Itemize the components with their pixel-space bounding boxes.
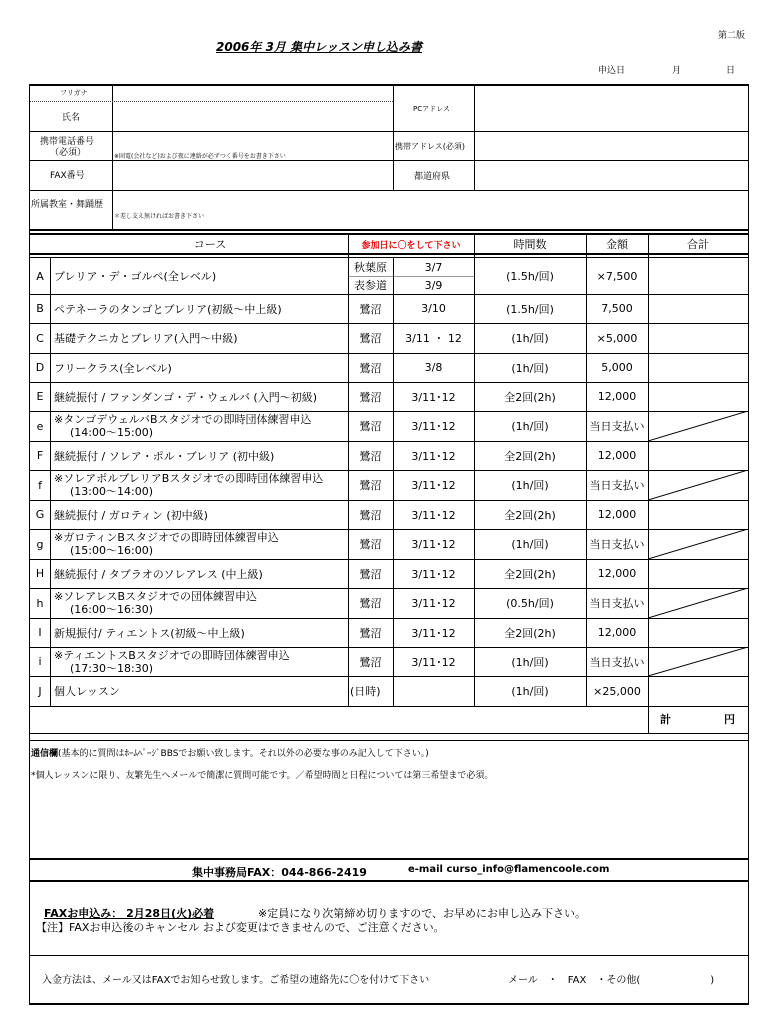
total-cell[interactable] — [648, 676, 748, 706]
row-code: f — [38, 478, 42, 492]
row-code: e — [36, 419, 44, 433]
duration: 全2回(2h) — [504, 567, 556, 581]
mobile-address-label: 携帯アドレス(必須) — [395, 142, 466, 151]
yen-label: 円 — [724, 713, 735, 726]
date-option[interactable]: 3/11･12 — [411, 479, 456, 492]
total-cell-struck — [648, 411, 748, 441]
price: 5,000 — [601, 361, 633, 374]
price: 12,000 — [597, 390, 637, 403]
duration: 全2回(2h) — [504, 508, 556, 522]
duration: (1h/回) — [511, 361, 549, 375]
header-course: コース — [193, 238, 227, 251]
duration: (0.5h/回) — [506, 597, 554, 610]
total-cell[interactable] — [648, 353, 748, 382]
row-code: J — [38, 684, 42, 698]
course-name: ペテネーラのタンゴとブレリア(初級～中上級) — [54, 302, 282, 316]
location: (日時) — [350, 685, 381, 698]
course-time: (16:00～16:30) — [70, 603, 153, 616]
row-code: H — [35, 567, 45, 580]
duration: (1h/回) — [511, 685, 549, 698]
pc-address-label: PCアドレス — [413, 105, 450, 113]
course-time: (15:00～16:00) — [70, 544, 153, 557]
date-option[interactable]: 3/11･12 — [411, 420, 456, 433]
page-title: 2006年 3月 集中レッスン申し込み書 — [216, 40, 422, 54]
price: ×7,500 — [596, 269, 638, 283]
location: 鷺沼 — [359, 332, 382, 345]
location: 表参道 — [354, 279, 387, 292]
header-total: 合計 — [687, 238, 709, 251]
duration: (1h/回) — [511, 420, 549, 433]
date-option[interactable]: 3/11･12 — [411, 626, 456, 640]
location: 秋葉原 — [354, 261, 387, 274]
location: 鷺沼 — [359, 626, 382, 640]
date-label: 申込日 — [598, 66, 626, 76]
location: 鷺沼 — [359, 479, 382, 492]
course-name: ※タンゴデウェルバBスタジオでの即時団体練習申込 — [54, 413, 312, 426]
location: 鷺沼 — [359, 508, 382, 522]
course-name: 継続振付 / ガロティン (初中級) — [54, 508, 208, 522]
duration: 全2回(2h) — [504, 390, 556, 404]
month-label: 月 — [672, 66, 682, 76]
date-option[interactable]: 3/11･12 — [411, 449, 456, 463]
total-label: 計 — [660, 713, 671, 726]
furigana-label: フリガナ — [60, 89, 88, 97]
price: 7,500 — [601, 302, 633, 315]
total-cell[interactable] — [648, 618, 748, 647]
total-cell-struck — [648, 470, 748, 500]
course-time: (13:00～14:00) — [70, 485, 153, 498]
day-label: 日 — [726, 66, 736, 76]
deadline-note: ※定員になり次第締め切りますので、お早めにお申し込み下さい。 — [258, 907, 586, 920]
price: 当日支払い — [589, 597, 645, 610]
date-option[interactable]: 3/11･12 — [411, 597, 456, 610]
price: 12,000 — [597, 449, 637, 462]
price: 12,000 — [597, 508, 637, 521]
total-cell[interactable] — [648, 441, 748, 470]
duration: (1.5h/回) — [506, 302, 554, 316]
date-option[interactable]: 3/11･12 — [411, 567, 456, 581]
price: 当日支払い — [589, 479, 645, 492]
row-code: i — [38, 655, 42, 668]
row-code: E — [36, 390, 44, 403]
price: 当日支払い — [589, 538, 645, 551]
total-cell[interactable] — [648, 382, 748, 411]
header-mark: 参加日に〇をして下さい — [361, 240, 461, 251]
total-cell[interactable] — [648, 258, 748, 294]
comm-section — [31, 746, 429, 759]
duration: (1h/回) — [511, 479, 549, 492]
mobile-required: （必須） — [50, 148, 87, 158]
duration: (1.5h/回) — [506, 270, 554, 283]
row-code: I — [38, 626, 42, 639]
duration: (1h/回) — [511, 538, 549, 551]
location: 鷺沼 — [359, 420, 382, 433]
course-name: 継続振付 / タブラオのソレアレス (中上級) — [54, 567, 263, 581]
fax-label: FAX番号 — [50, 171, 85, 181]
location: 鷺沼 — [359, 567, 382, 581]
date-option[interactable]: 3/11･12 — [411, 508, 456, 522]
course-name: ※ソレアポルブレリアBスタジオでの即時団体練習申込 — [54, 472, 324, 485]
course-time: (14:00～15:00) — [70, 426, 153, 439]
mobile-label: 携帯電話番号 — [40, 137, 95, 147]
payment-text: 入金方法は、メール又はFAXでお知らせ致します。ご希望の連絡先に〇を付けて下さい — [42, 975, 430, 986]
payment-options: メール ・ FAX ・その他( ) — [508, 975, 715, 986]
price: 当日支払い — [589, 420, 645, 433]
total-cell-struck — [648, 647, 748, 676]
date-option[interactable]: 3/11･12 — [411, 538, 456, 551]
date-option[interactable]: 3/7 — [424, 260, 443, 274]
row-code: g — [36, 537, 44, 551]
duration: 全2回(2h) — [504, 626, 556, 640]
total-cell[interactable] — [648, 500, 748, 529]
course-name: フリークラス(全レベル) — [54, 361, 172, 375]
row-code: h — [36, 596, 44, 610]
total-cell[interactable] — [648, 294, 748, 323]
location: 鷺沼 — [359, 361, 382, 375]
name-label: 氏名 — [62, 113, 81, 123]
course-name: ※ソレアレスBスタジオでの団体練習申込 — [54, 590, 257, 603]
duration: (1h/回) — [511, 332, 549, 345]
date-option[interactable]: 3/11 ・ 12 — [405, 332, 462, 345]
date-option[interactable]: 3/11･12 — [411, 390, 456, 404]
studio-label: 所属教室・舞踊歴 — [31, 200, 104, 210]
total-cell-struck — [648, 529, 748, 559]
header-price: 金額 — [606, 238, 628, 251]
price: ×5,000 — [596, 331, 638, 345]
course-name: 個人レッスン — [54, 685, 120, 698]
total-cell-struck — [648, 588, 748, 618]
price: 12,000 — [597, 567, 637, 580]
date-option[interactable]: 3/8 — [424, 361, 443, 374]
row-code: A — [36, 269, 44, 283]
date-option[interactable]: 3/10 — [421, 302, 446, 315]
course-name: ※ティエントスBスタジオでの即時団体練習申込 — [54, 649, 290, 662]
header-duration: 時間数 — [513, 238, 547, 251]
note-private: *個人レッスンに限り、友繁先生へメールで簡潔に質問可能です。／希望時間と日程については第三希望まで必須。 — [31, 771, 494, 781]
prefecture-label: 都道府県 — [414, 172, 451, 182]
price: 12,000 — [597, 626, 637, 639]
row-code: D — [35, 361, 45, 374]
deadline-main: FAXお申込み： 2月28日(火)必着 — [44, 907, 215, 920]
location: 鷺沼 — [359, 390, 382, 404]
course-name: 継続振付 / ファンダンゴ・デ・ウェルバ (入門～初級) — [54, 390, 318, 404]
studio-note: ＊差し支え無ければお書き下さい — [114, 213, 205, 220]
office-fax: 集中事務局FAX：044-866-2419 — [192, 866, 367, 879]
course-name: 継続振付 / ソレア・ポル・ブレリア (初中級) — [54, 449, 275, 463]
total-cell[interactable] — [648, 559, 748, 588]
comm-text: (基本的に質問はﾎｰﾑﾍﾟｰｼﾞBBSでお願い致します。それ以外の必要な事のみ記入して下さい。) — [58, 749, 429, 759]
course-name: 新規振付/ ティエントス(初級～中上級) — [54, 626, 245, 640]
price: 当日支払い — [589, 655, 645, 669]
duration: (1h/回) — [511, 655, 549, 669]
course-name: ブレリア・デ・ゴルペ(全レベル) — [54, 270, 217, 283]
deadline-note2: 【注】FAXお申込後のキャンセル および変更はできませんので、ご注意ください。 — [36, 921, 445, 934]
edition-label: 第二版 — [718, 31, 746, 41]
row-code: C — [36, 331, 44, 345]
location: 鷺沼 — [359, 302, 382, 316]
price: ×25,000 — [593, 684, 641, 698]
total-cell[interactable] — [648, 323, 748, 353]
location: 鷺沼 — [359, 449, 382, 463]
row-code: G — [35, 508, 45, 521]
row-code: F — [36, 449, 44, 462]
duration: 全2回(2h) — [504, 449, 556, 463]
course-name: ※ガロティンBスタジオでの即時団体練習申込 — [54, 531, 279, 544]
office-email[interactable]: e-mail curso_info@flamencoole.com — [408, 864, 610, 875]
date-option[interactable]: 3/9 — [424, 278, 443, 292]
row-code: B — [36, 302, 44, 315]
location: 鷺沼 — [359, 538, 382, 551]
location: 鷺沼 — [359, 655, 382, 669]
mobile-note: ※固電(会社など)および夜に連絡が必ずつく番号をお書き下さい — [114, 153, 286, 160]
date-option[interactable]: 3/11･12 — [411, 655, 456, 669]
course-name: 基礎テクニカとブレリア(入門～中級) — [54, 332, 238, 345]
location: 鷺沼 — [359, 597, 382, 610]
comm-label: 通信欄 — [31, 749, 59, 759]
course-time: (17:30～18:30) — [70, 662, 153, 675]
